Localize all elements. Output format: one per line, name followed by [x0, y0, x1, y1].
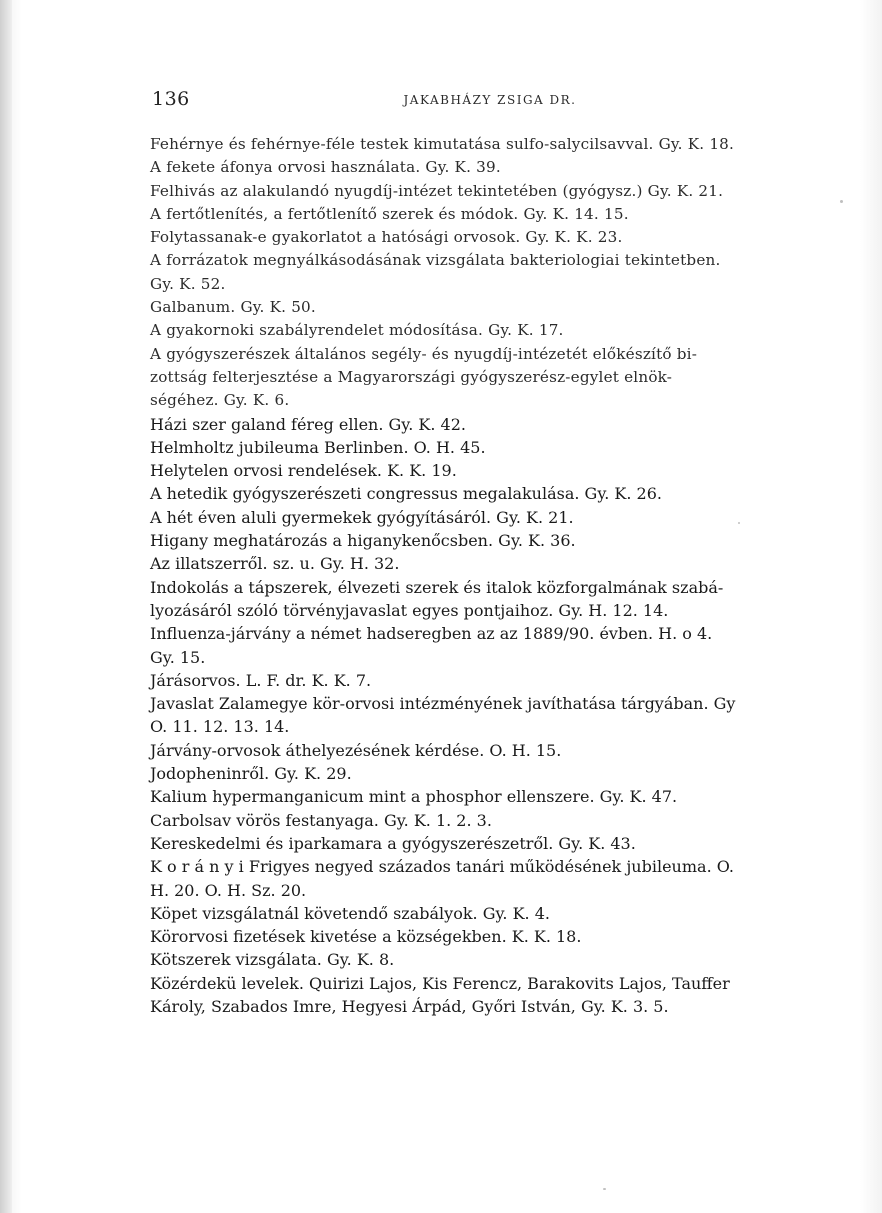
entry-text: Körorvosi fizetések kivetése a községekben. K. K. 18.	[150, 927, 582, 947]
entry-text: K o r á n y i Frigyes negyed százados tanári működésének jubileuma. O.	[150, 857, 734, 877]
index-entry	[150, 925, 830, 948]
entry-text: A gyakornoki szabályrendelet módosítása. Gy. K. 17.	[150, 321, 564, 340]
entry-text: Járásorvos. L. F. dr. K. K. 7.	[150, 670, 372, 690]
entry-continuation: Gy. K. 52.	[150, 274, 226, 293]
entry-text: Az illatszerről. sz. u. Gy. H. 32.	[150, 554, 400, 574]
index-entry	[150, 529, 830, 552]
index-entry	[150, 226, 830, 249]
entry-text: Házi szer galand féreg ellen. Gy. K. 42.	[150, 414, 466, 434]
entry-text: Kötszerek vizsgálata. Gy. K. 8.	[150, 950, 395, 970]
index-entry	[150, 133, 830, 156]
index-entry	[150, 902, 830, 925]
index-entry	[150, 785, 830, 808]
entry-text: A hetedik gyógyszerészeti congressus megalakulása. Gy. K. 26.	[150, 484, 662, 504]
index-entry	[150, 482, 830, 505]
entry-text: A fertőtlenítés, a fertőtlenítő szerek és módok. Gy. K. 14. 15.	[150, 204, 629, 223]
index-entry	[150, 552, 830, 575]
entry-text: A forrázatok megnyálkásodásának vizsgálata bakteriologiai tekintetben.	[150, 251, 721, 270]
entry-text: Felhivás az alakulandó nyugdíj-intézet tekintetében (gyógysz.) Gy. K. 21.	[150, 181, 724, 200]
index-entry	[150, 948, 830, 971]
index-entry	[150, 436, 830, 459]
entry-text: Közérdekü levelek. Quirizi Lajos, Kis Ferencz, Barakovits Lajos, Tauffer	[150, 973, 730, 993]
ink-speck	[603, 1188, 606, 1190]
entry-text: Carbolsav vörös festanyaga. Gy. K. 1. 2. 3.	[150, 810, 492, 830]
entry-continuation: ségéhez. Gy. K. 6.	[150, 391, 290, 410]
entry-text: Helmholtz jubileuma Berlinben. O. H. 45.	[150, 437, 486, 457]
entry-text: A hét éven aluli gyermekek gyógyításáról. Gy. K. 21.	[150, 507, 574, 527]
entry-text: Higany meghatározás a higanykenőcsben. Gy. K. 36.	[150, 531, 576, 551]
index-entry	[150, 319, 830, 342]
index-entry	[150, 249, 830, 296]
entry-text: A fekete áfonya orvosi használata. Gy. K. 39.	[150, 158, 501, 177]
index-entry	[150, 739, 830, 762]
entry-text: Kereskedelmi és iparkamara a gyógyszerészetről. Gy. K. 43.	[150, 833, 636, 853]
entry-text: Influenza-járvány a német hadseregben az az 1889/90. évben. H. o 4.	[150, 624, 713, 644]
entry-continuation: Gy. 15.	[150, 647, 206, 667]
entry-text: Járvány-orvosok áthelyezésének kérdése. O. H. 15.	[150, 740, 562, 760]
index-entry	[150, 669, 830, 692]
page-header	[150, 88, 830, 112]
index-entry	[150, 809, 830, 832]
entry-text: Kalium hypermanganicum mint a phosphor ellenszere. Gy. K. 47.	[150, 787, 678, 807]
entry-continuation: zottság felterjesztése a Magyarországi gyógyszerész-egylet elnök-	[150, 367, 673, 386]
entry-text: Helytelen orvosi rendelések. K. K. 19.	[150, 461, 457, 481]
entry-text: Köpet vizsgálatnál követendő szabályok. Gy. K. 4.	[150, 903, 550, 923]
index-entry	[150, 413, 830, 436]
entry-continuation: H. 20. O. H. Sz. 20.	[150, 880, 307, 900]
index-entry	[150, 203, 830, 226]
index-entry	[150, 692, 830, 739]
index-entry	[150, 576, 830, 623]
ink-speck	[840, 200, 843, 203]
index-entry	[150, 762, 830, 785]
running-title: JAKABHÁZY ZSIGA DR.	[403, 93, 577, 107]
index-entry	[150, 972, 830, 1019]
entry-continuation: Károly, Szabados Imre, Hegyesi Árpád, Győri István, Gy. K. 3. 5.	[150, 996, 669, 1016]
entry-continuation: lyozásáról szóló törvényjavaslat egyes pontjaihoz. Gy. H. 12. 14.	[150, 600, 669, 620]
ink-speck	[738, 522, 740, 524]
entry-text: Fehérnye és fehérnye-féle testek kimutatása sulfo-salycilsavval. Gy. K. 18.	[150, 135, 735, 153]
entry-text: Jodopheninről. Gy. K. 29.	[150, 764, 352, 784]
index-entry	[150, 156, 830, 179]
index-entry	[150, 459, 830, 482]
index-entry	[150, 622, 830, 669]
entry-text: Javaslat Zalamegye kör-orvosi intézményének javíthatása tárgyában. Gy	[150, 694, 736, 714]
index-entry	[150, 506, 830, 529]
page-number: 136	[152, 88, 190, 110]
entry-text: Galbanum. Gy. K. 50.	[150, 298, 316, 317]
index-entry-list	[150, 133, 830, 1018]
entry-text: Folytassanak-e gyakorlatot a hatósági orvosok. Gy. K. K. 23.	[150, 228, 623, 247]
index-entry	[150, 855, 830, 902]
entry-continuation: O. 11. 12. 13. 14.	[150, 717, 290, 737]
index-entry	[150, 180, 830, 203]
index-entry	[150, 343, 830, 413]
entry-text: Indokolás a tápszerek, élvezeti szerek és italok közforgalmának szabá-	[150, 577, 724, 597]
entry-text: A gyógyszerészek általános segély- és nyugdíj-intézetét előkészítő bi-	[150, 344, 698, 363]
index-entry	[150, 296, 830, 319]
binding-shadow	[0, 0, 12, 1213]
index-entry	[150, 832, 830, 855]
